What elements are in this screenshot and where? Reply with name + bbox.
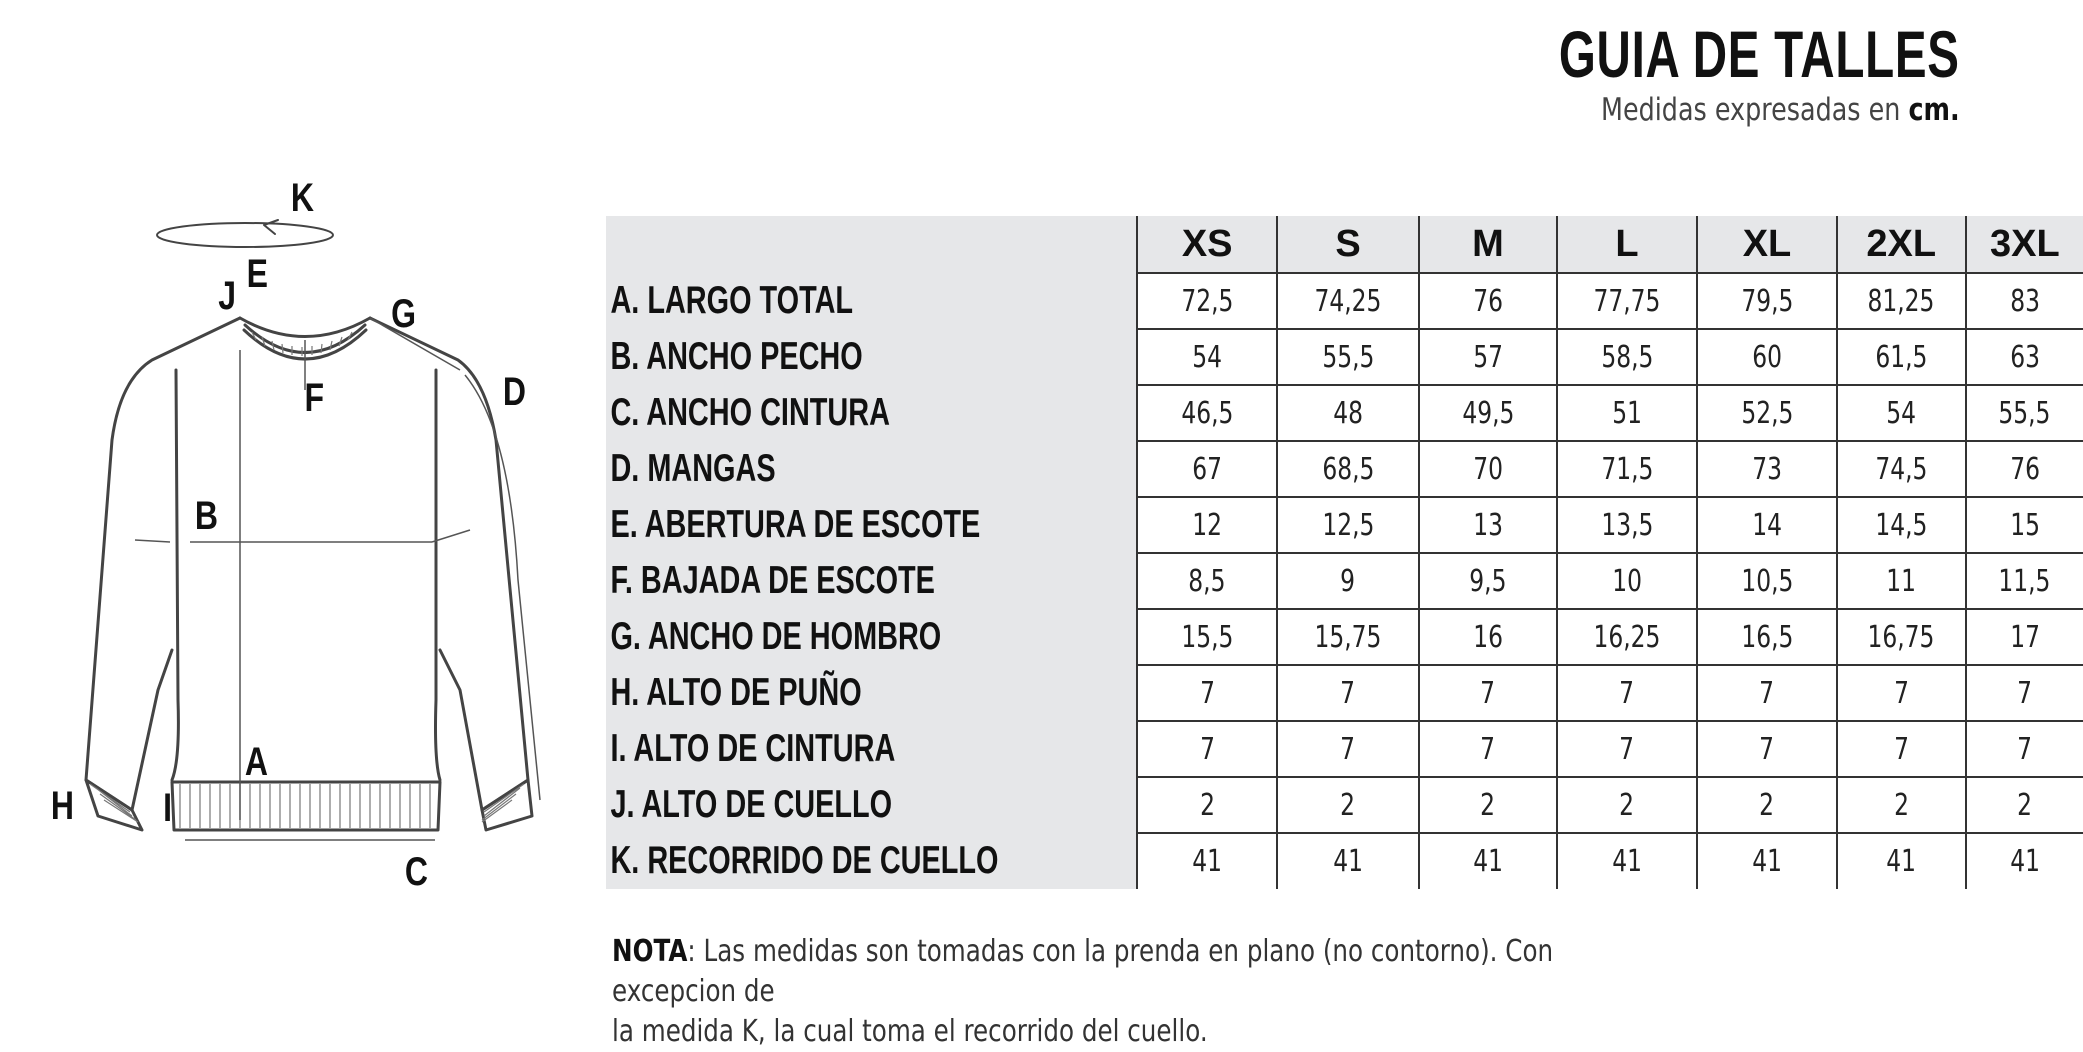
measurement-value: 41 [1752, 844, 1782, 879]
measurement-value: 67 [1192, 451, 1223, 487]
measurement-value: 7 [1480, 675, 1496, 711]
measurement-value: 41 [1192, 844, 1223, 879]
measurement-value: 11,5 [1998, 563, 2051, 599]
diagram-label-k: K [290, 176, 315, 220]
measurement-value-cell [1697, 497, 1837, 553]
measurement-value: 7 [1480, 731, 1496, 767]
measurement-value: 70 [1473, 451, 1503, 487]
measurement-value-cell [1137, 609, 1277, 665]
measurement-value-cell [1137, 273, 1277, 329]
table-row [606, 833, 2083, 889]
table-row [606, 777, 2083, 833]
measurement-value: 17 [2009, 619, 2040, 655]
table-row [606, 273, 2083, 329]
measurement-value: 41 [2009, 844, 2040, 879]
measurement-label: H. ALTO DE PUÑO [610, 671, 862, 714]
measurement-value: 10 [1612, 563, 1642, 599]
measurement-value: 81,25 [1867, 283, 1935, 319]
measurement-value-cell [1697, 329, 1837, 385]
size-header-corner [606, 216, 1137, 273]
measurement-value: 48 [1333, 395, 1363, 431]
measurement-value-cell [1419, 721, 1557, 777]
measurement-value: 74,25 [1314, 283, 1382, 319]
measurement-value-cell [1837, 553, 1966, 609]
measurement-value-cell [1137, 385, 1277, 441]
measurement-value-cell [1966, 777, 2083, 833]
measurement-value: 11 [1886, 563, 1917, 599]
measurement-value-cell [1837, 833, 1966, 889]
measurement-label-cell [606, 441, 1137, 497]
measurement-value: 15,75 [1314, 619, 1382, 655]
measurement-label: J. ALTO DE CUELLO [610, 783, 893, 826]
diagram-label-a: A [244, 740, 269, 784]
measurement-value-cell [1966, 721, 2083, 777]
measurement-value: 51 [1612, 395, 1642, 431]
measurement-value: 8,5 [1188, 563, 1226, 599]
measurement-value: 7 [1619, 675, 1635, 711]
page-header [1403, 18, 1960, 128]
measurement-value-cell [1966, 665, 2083, 721]
measurement-value: 52,5 [1740, 395, 1794, 431]
size-header: XS [1137, 216, 1277, 273]
measurement-value: 16 [1473, 619, 1503, 655]
measurement-value-cell [1557, 441, 1697, 497]
measurement-value: 7 [2017, 731, 2033, 767]
measurement-value: 16,25 [1593, 619, 1661, 655]
sweater-diagram [40, 176, 580, 900]
measurement-value-cell [1966, 553, 2083, 609]
measurement-value-cell [1837, 441, 1966, 497]
measurement-value-cell [1697, 833, 1837, 889]
measurement-value-cell [1137, 777, 1277, 833]
measurement-label: C. ANCHO CINTURA [610, 391, 890, 434]
measurement-value-cell [1557, 665, 1697, 721]
measurement-value-cell [1557, 721, 1697, 777]
measurement-value-cell [1277, 553, 1419, 609]
measurement-value: 77,75 [1593, 283, 1661, 319]
measurement-label: K. RECORRIDO DE CUELLO [610, 839, 999, 882]
measurement-value: 7 [1199, 675, 1215, 711]
measurement-value: 41 [1886, 844, 1917, 879]
measurement-value-cell [1966, 609, 2083, 665]
page-subtitle [1504, 92, 1960, 128]
measurement-value-cell [1419, 273, 1557, 329]
table-row [606, 441, 2083, 497]
measurement-value: 54 [1192, 339, 1223, 375]
measurement-value: 14,5 [1875, 507, 1928, 543]
measurement-value-cell [1137, 553, 1277, 609]
measurement-value: 41 [1473, 844, 1503, 879]
measurement-value: 7 [1619, 731, 1635, 767]
measurement-value: 7 [2017, 675, 2033, 711]
measurement-label-cell [606, 665, 1137, 721]
measurement-label-cell [606, 777, 1137, 833]
measurement-label-cell [606, 329, 1137, 385]
measurement-value: 61,5 [1875, 339, 1928, 375]
measurement-value: 68,5 [1321, 451, 1375, 487]
measurement-label-cell [606, 721, 1137, 777]
measurement-label-cell [606, 833, 1137, 889]
measurement-value: 60 [1752, 339, 1782, 375]
measurement-value-cell [1137, 833, 1277, 889]
measurement-value: 10,5 [1740, 563, 1794, 599]
size-table-body [606, 273, 2083, 889]
measurement-value: 49,5 [1461, 395, 1514, 431]
measurement-value-cell [1277, 609, 1419, 665]
measurement-value-cell [1837, 497, 1966, 553]
diagram-label-g: G [391, 292, 417, 336]
diagram-label-b: B [194, 494, 219, 538]
diagram-label-d: D [502, 370, 527, 414]
measurement-value: 13,5 [1600, 507, 1654, 543]
measurement-value-cell [1419, 665, 1557, 721]
measurement-label-cell [606, 385, 1137, 441]
measurement-value-cell [1419, 497, 1557, 553]
diagram-label-c: C [404, 850, 429, 894]
measurement-value-cell [1557, 385, 1697, 441]
measurement-value-cell [1419, 553, 1557, 609]
measurement-value: 57 [1473, 339, 1503, 375]
measurement-value-cell [1837, 609, 1966, 665]
measurement-value-cell [1137, 721, 1277, 777]
measurement-label: I. ALTO DE CINTURA [610, 727, 896, 770]
measurement-value: 7 [1893, 731, 1909, 767]
diagram-label-h: H [50, 784, 75, 828]
measurement-value: 73 [1752, 451, 1782, 487]
measurement-value-cell [1419, 609, 1557, 665]
measurement-value-cell [1277, 497, 1419, 553]
measurement-value: 2 [1199, 787, 1215, 823]
measurement-value-cell [1277, 721, 1419, 777]
measurement-value-cell [1837, 273, 1966, 329]
measurement-value-cell [1966, 329, 2083, 385]
size-header-row [606, 216, 2083, 273]
measurement-value: 72,5 [1181, 283, 1234, 319]
table-row [606, 329, 2083, 385]
measurement-value: 15,5 [1181, 619, 1234, 655]
measurement-value-cell [1837, 721, 1966, 777]
measurement-value-cell [1697, 665, 1837, 721]
measurement-value: 58,5 [1600, 339, 1654, 375]
measurement-value-cell [1419, 777, 1557, 833]
subtitle-unit: cm. [1908, 92, 1960, 128]
measurement-value-cell [1697, 273, 1837, 329]
measurement-label: G. ANCHO DE HOMBRO [610, 615, 942, 658]
diagram-label-f: F [304, 376, 324, 420]
measurement-value: 9 [1340, 563, 1356, 599]
measurement-value: 13 [1473, 507, 1503, 543]
measurement-value-cell [1419, 329, 1557, 385]
measurement-value-cell [1966, 273, 2083, 329]
measurement-value-cell [1557, 609, 1697, 665]
measurement-label-cell [606, 553, 1137, 609]
measurement-value-cell [1966, 385, 2083, 441]
table-row [606, 553, 2083, 609]
measurement-value-cell [1137, 329, 1277, 385]
measurement-value-cell [1557, 329, 1697, 385]
measurement-value-cell [1277, 273, 1419, 329]
measurement-value-cell [1697, 609, 1837, 665]
table-row [606, 497, 2083, 553]
table-row [606, 665, 2083, 721]
measurement-value: 9,5 [1469, 563, 1507, 599]
measurement-value: 55,5 [1321, 339, 1375, 375]
measurement-label-cell [606, 609, 1137, 665]
measurement-value: 16,5 [1740, 619, 1794, 655]
measurement-value: 2 [2017, 787, 2033, 823]
measurement-value-cell [1697, 777, 1837, 833]
measurement-value-cell [1697, 385, 1837, 441]
measurement-label: E. ABERTURA DE ESCOTE [610, 503, 981, 546]
measurement-value: 83 [2009, 283, 2040, 319]
measurement-value: 74,5 [1875, 451, 1928, 487]
note-lead: NOTA [612, 934, 688, 969]
measurement-value-cell [1837, 329, 1966, 385]
measurement-value: 16,75 [1867, 619, 1935, 655]
diagram-label-j: J [218, 274, 237, 318]
measurement-value-cell [1137, 665, 1277, 721]
measurement-value-cell [1277, 777, 1419, 833]
measurement-value-cell [1137, 441, 1277, 497]
table-row [606, 385, 2083, 441]
size-header: XL [1697, 216, 1837, 273]
measurement-value-cell [1837, 385, 1966, 441]
size-table [606, 216, 2083, 889]
subtitle-text: Medidas expresadas en [1601, 92, 1901, 128]
measurement-value-cell [1137, 497, 1277, 553]
measurement-value-cell [1277, 329, 1419, 385]
measurement-value-cell [1837, 665, 1966, 721]
measurement-value: 79,5 [1740, 283, 1794, 319]
measurement-value-cell [1697, 721, 1837, 777]
measurement-value: 76 [2009, 451, 2040, 487]
measurement-value: 12 [1192, 507, 1223, 543]
measurement-label: D. MANGAS [610, 447, 776, 490]
measurement-value-cell [1277, 385, 1419, 441]
measurement-value: 15 [2009, 507, 2040, 543]
size-header: 2XL [1837, 216, 1966, 273]
note-text: : Las medidas son tomadas con la prenda en plano (no contorno). Con excepcion de [612, 934, 1554, 1009]
measurement-value: 7 [1759, 731, 1775, 767]
measurement-value-cell [1557, 553, 1697, 609]
measurement-note [612, 932, 1712, 1052]
measurement-value: 2 [1480, 787, 1496, 823]
measurement-label: B. ANCHO PECHO [610, 335, 863, 378]
measurement-label: A. LARGO TOTAL [610, 279, 854, 322]
measurement-label: F. BAJADA DE ESCOTE [610, 559, 935, 602]
measurement-value: 7 [1340, 731, 1356, 767]
size-header: 3XL [1966, 216, 2083, 273]
size-header: S [1277, 216, 1419, 273]
measurement-value-cell [1966, 497, 2083, 553]
measurement-value: 76 [1473, 283, 1503, 319]
measurement-value-cell [1419, 833, 1557, 889]
measurement-value-cell [1966, 441, 2083, 497]
measurement-value: 41 [1612, 844, 1642, 879]
measurement-value-cell [1966, 833, 2083, 889]
measurement-value: 55,5 [1998, 395, 2051, 431]
measurement-value: 14 [1752, 507, 1782, 543]
measurement-value-cell [1277, 665, 1419, 721]
measurement-value-cell [1419, 385, 1557, 441]
measurement-value-cell [1557, 273, 1697, 329]
measurement-value: 71,5 [1600, 451, 1654, 487]
size-header: M [1419, 216, 1557, 273]
measurement-value-cell [1557, 833, 1697, 889]
measurement-value-cell [1419, 441, 1557, 497]
table-row [606, 721, 2083, 777]
measurement-value: 7 [1340, 675, 1356, 711]
note-text-line2: la medida K, la cual toma el recorrido del cuello. [612, 1014, 1208, 1049]
measurement-value: 41 [1333, 844, 1363, 879]
measurement-value: 63 [2009, 339, 2040, 375]
measurement-value: 2 [1893, 787, 1909, 823]
measurement-value: 2 [1340, 787, 1356, 823]
measurement-value-cell [1557, 497, 1697, 553]
measurement-value-cell [1557, 777, 1697, 833]
measurement-value: 2 [1759, 787, 1775, 823]
measurement-value: 2 [1619, 787, 1635, 823]
page-title: GUIA DE TALLES [1559, 17, 1960, 91]
measurement-value: 7 [1893, 675, 1909, 711]
measurement-value-cell [1277, 441, 1419, 497]
measurement-value: 46,5 [1181, 395, 1234, 431]
measurement-value: 12,5 [1321, 507, 1375, 543]
table-row [606, 609, 2083, 665]
measurement-value-cell [1837, 777, 1966, 833]
measurement-value-cell [1697, 553, 1837, 609]
sweater-illustration [40, 176, 580, 900]
measurement-label-cell [606, 497, 1137, 553]
measurement-value: 54 [1886, 395, 1917, 431]
size-header: L [1557, 216, 1697, 273]
diagram-label-i: I [163, 786, 173, 830]
measurement-value-cell [1697, 441, 1837, 497]
measurement-value: 7 [1199, 731, 1215, 767]
measurement-value: 7 [1759, 675, 1775, 711]
measurement-value-cell [1277, 833, 1419, 889]
measurement-label-cell [606, 273, 1137, 329]
diagram-label-e: E [246, 252, 269, 296]
